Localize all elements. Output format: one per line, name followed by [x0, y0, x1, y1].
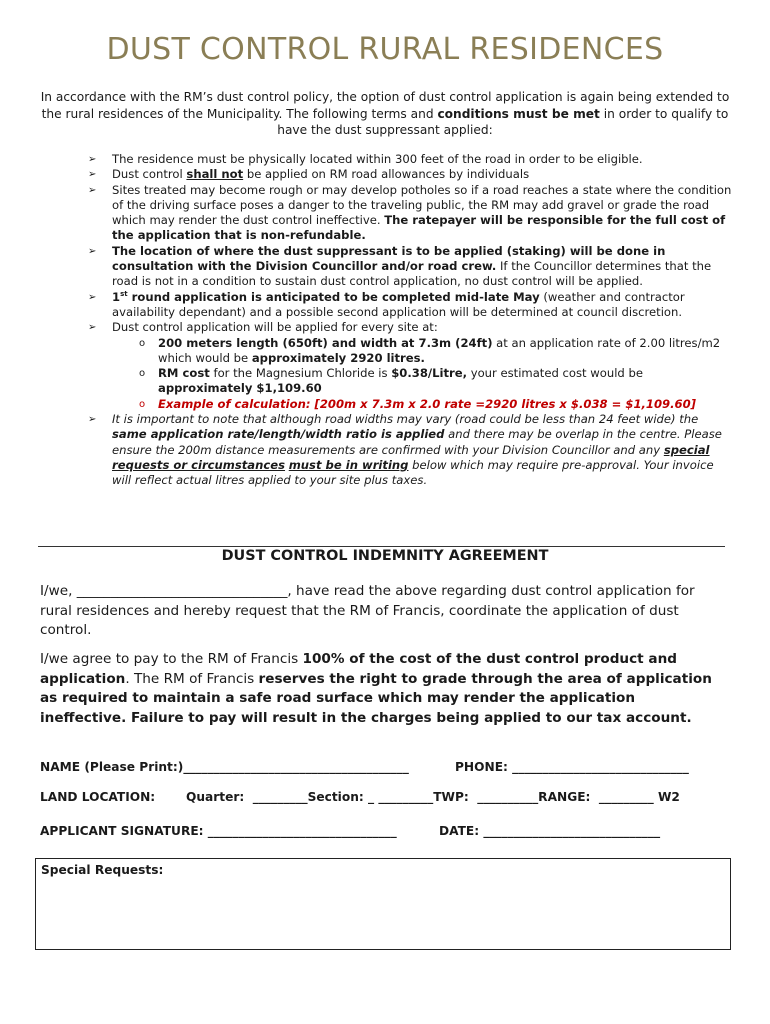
- intro-bold: conditions must be met: [437, 106, 600, 121]
- section-divider: [38, 546, 725, 547]
- applicant-signature-field[interactable]: APPLICANT SIGNATURE: _______________________________: [40, 824, 397, 838]
- condition-emphasis: same application rate/length/width ratio is applied: [112, 427, 445, 442]
- condition-text: and there may be overlap in the centre. Please ensure the 200m distance measurements are confirmed with your Division Councillor and any: [112, 427, 722, 457]
- condition-emphasis: The ratepayer will be responsible for the full cost of the application that is non-refundable.: [112, 213, 726, 243]
- example-calculation: Example of calculation: [200m x 7.3m x 2.0 rate =2920 litres x $.038 = $1,109.60]: [158, 396, 696, 411]
- condition-text: below which may require pre-approval. Your invoice will reflect actual litres applied to your site plus taxes.: [112, 457, 714, 488]
- agreement-text: . The RM of Francis: [125, 670, 259, 687]
- application-sublist: [112, 336, 733, 412]
- condition-emphasis: special requests or circumstances: [112, 442, 710, 472]
- condition-item: [88, 167, 733, 182]
- document-title: DUST CONTROL RURAL RESIDENCES: [106, 32, 664, 67]
- condition-item: [88, 412, 733, 488]
- special-requests-label: Special Requests:: [41, 863, 164, 877]
- sub-emphasis: approximately $1,109.60: [158, 381, 322, 396]
- agreement-paragraph-payment: [40, 650, 720, 728]
- condition-item: [88, 290, 733, 321]
- special-requests-box[interactable]: [35, 858, 731, 950]
- sub-emphasis: approximately 2920 litres.: [251, 350, 425, 365]
- sub-item: [136, 366, 733, 397]
- condition-text: The residence must be physically located within 300 feet of the road in order to be eligible.: [112, 152, 643, 166]
- condition-text: (weather and contractor availability dependant) and a possible second application will be determined at council discretion.: [112, 289, 685, 319]
- agreement-emphasis: 100% of the cost of the dust control product and application: [40, 651, 677, 687]
- conditions-list: [88, 152, 733, 489]
- condition-text: It is important to note that although road widths may vary (road could be less than 24 feet wide) the: [112, 412, 699, 427]
- condition-text: If the Councillor determines that the road is not in a condition to sustain dust control application, no dust control will be applied.: [112, 259, 712, 289]
- sub-emphasis: RM cost: [158, 366, 210, 381]
- sub-emphasis: 200 meters length (650ft) and width at 7.3m (24ft): [158, 335, 493, 350]
- intro-text: In accordance with the RM’s dust control policy, the option of dust control application is again being extended to the rural residences of the Municipality. The following terms and: [40, 90, 730, 121]
- ordinal-number: 1: [112, 289, 121, 304]
- name-field[interactable]: NAME (Please Print:)_____________________________________: [40, 760, 409, 774]
- condition-emphasis-text: round application is anticipated to be completed mid-late May: [127, 289, 540, 304]
- condition-text: be applied on RM road allowances by individuals: [243, 167, 530, 182]
- condition-item: [88, 183, 733, 244]
- condition-text: Dust control application will be applied for every site at:: [112, 320, 438, 335]
- date-field[interactable]: DATE: _____________________________: [439, 824, 661, 838]
- intro-paragraph: [40, 89, 730, 139]
- agreement-text: I/we agree to pay to the RM of Francis: [40, 651, 303, 667]
- condition-item: [88, 152, 733, 167]
- condition-emphasis: shall not: [186, 167, 244, 182]
- ordinal-suffix: st: [120, 289, 128, 298]
- condition-emphasis: [112, 290, 540, 304]
- sub-text: for the Magnesium Chloride is: [209, 366, 392, 381]
- agreement-emphasis: reserves the right to grade through the area of application as required to maintain a safe road surface which may render the application ineffective. Failure to pay will result in the charges being applied to our tax account.: [40, 670, 712, 726]
- phone-field[interactable]: PHONE: _____________________________: [455, 760, 689, 774]
- condition-text: Sites treated may become rough or may develop potholes so if a road reaches a state where the condition of the driving surface poses a danger to the traveling public, the RM may add gravel or grade the road which may render the dust control ineffective.: [112, 182, 732, 228]
- land-location-label: LAND LOCATION:: [40, 790, 156, 804]
- sub-item: [136, 336, 733, 367]
- condition-emphasis: The location of where the dust suppressant is to be applied (staking) will be done in consultation with the Division Councillor and/or road crew.: [112, 243, 666, 274]
- condition-item: [88, 320, 733, 412]
- agreement-paragraph-request: I/we, _______________________________, have read the above regarding dust control application for rural residences and hereby request that the RM of Francis, coordinate the application of dust control.: [40, 583, 695, 639]
- intro-text-end: in order to qualify to have the dust suppressant applied:: [277, 106, 729, 138]
- sub-text: at an application rate of 2.00 litres/m2 which would be: [158, 335, 721, 365]
- sub-emphasis: $0.38/Litre,: [391, 366, 468, 381]
- sub-text: your estimated cost would be: [467, 366, 643, 381]
- land-location-fields[interactable]: Quarter: _________Section: _ _________TWP: __________RANGE: _________ W2: [186, 790, 680, 804]
- sub-item-example: [136, 397, 733, 412]
- condition-item: [88, 244, 733, 290]
- condition-text: Dust control: [112, 167, 187, 182]
- agreement-title: DUST CONTROL INDEMNITY AGREEMENT: [221, 548, 549, 564]
- condition-emphasis: must be in writing: [288, 457, 409, 472]
